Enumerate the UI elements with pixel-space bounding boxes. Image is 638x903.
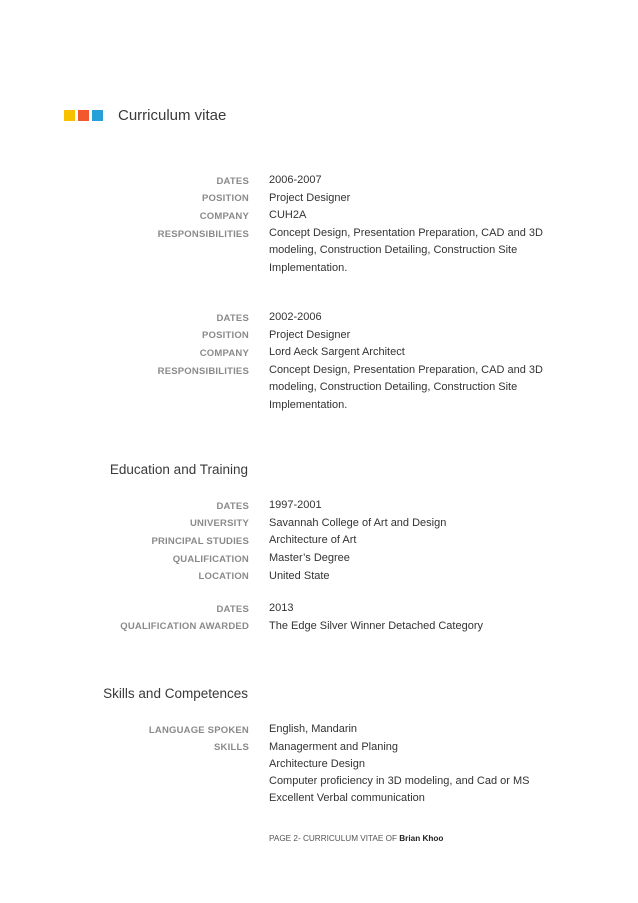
location-value: United State [269,569,330,582]
language-spoken-label: LANGUAGE SPOKEN [148,724,249,736]
company-value: CUH2A [269,209,307,222]
education-entry [0,497,638,586]
company-label: COMPANY [199,210,249,222]
logo-square-yellow [64,110,75,121]
principal-studies-label: PRINCIPAL STUDIES [151,535,249,547]
dates-label: DATES [216,603,249,615]
position-value: Project Designer [269,191,351,204]
experience-entry-1 [0,172,638,277]
responsibilities-value: Concept Design, Presentation Preparation, CAD and 3D modeling, Construction Detailing, Construction Site Implementation. [269,227,543,274]
skills-entry [0,721,638,808]
qualification-awarded-label: QUALIFICATION AWARDED [120,621,249,633]
dates-value: 1997-2001 [269,499,322,511]
dates-value: 2013 [269,602,294,614]
experience-entry-2 [0,309,638,414]
skill-item: Managerment and Planing [269,740,399,753]
location-label: LOCATION [198,571,249,583]
dates-value: 2002-2006 [269,311,322,323]
page-title: Curriculum vitae [118,107,227,124]
skill-item: Excellent Verbal communication [269,792,425,805]
university-label: UNIVERSITY [189,518,249,530]
skills-list [269,739,559,808]
responsibilities-label: RESPONSIBILITIES [157,228,249,240]
language-spoken-value: English, Mandarin [269,723,358,735]
dates-label: DATES [216,175,249,187]
skill-item: Computer proficiency in 3D modeling, and Cad or MS [269,775,530,788]
responsibilities-value: Concept Design, Presentation Preparation, CAD and 3D modeling, Construction Detailing, Construction Site Implementation. [269,364,543,411]
position-label: POSITION [202,330,249,342]
page-footer [269,834,443,843]
qualification-awarded-value: The Edge Silver Winner Detached Category [269,619,483,632]
university-value: Savannah College of Art and Design [269,516,447,529]
dates-label: DATES [216,312,249,324]
position-label: POSITION [202,193,249,205]
skills-label: SKILLS [214,742,249,754]
footer-name: Brian Khoo [399,834,444,843]
position-value: Project Designer [269,328,351,341]
skill-item: Architecture Design [269,757,365,770]
cv-logo [64,110,103,121]
education-heading: Education and Training [109,462,248,477]
logo-square-red [78,110,89,121]
logo-square-blue [92,110,103,121]
award-entry [0,600,638,635]
company-value: Lord Aeck Sargent Architect [269,346,405,359]
qualification-value: Master’s Degree [269,552,350,565]
principal-studies-value: Architecture of Art [269,534,357,547]
responsibilities-label: RESPONSIBILITIES [157,365,249,377]
qualification-label: QUALIFICATION [172,553,249,565]
footer-prefix: PAGE 2- CURRICULUM VITAE OF [269,834,397,843]
dates-value: 2006-2007 [269,174,322,186]
skills-heading: Skills and Competences [103,686,248,701]
dates-label: DATES [216,500,249,512]
company-label: COMPANY [199,347,249,359]
